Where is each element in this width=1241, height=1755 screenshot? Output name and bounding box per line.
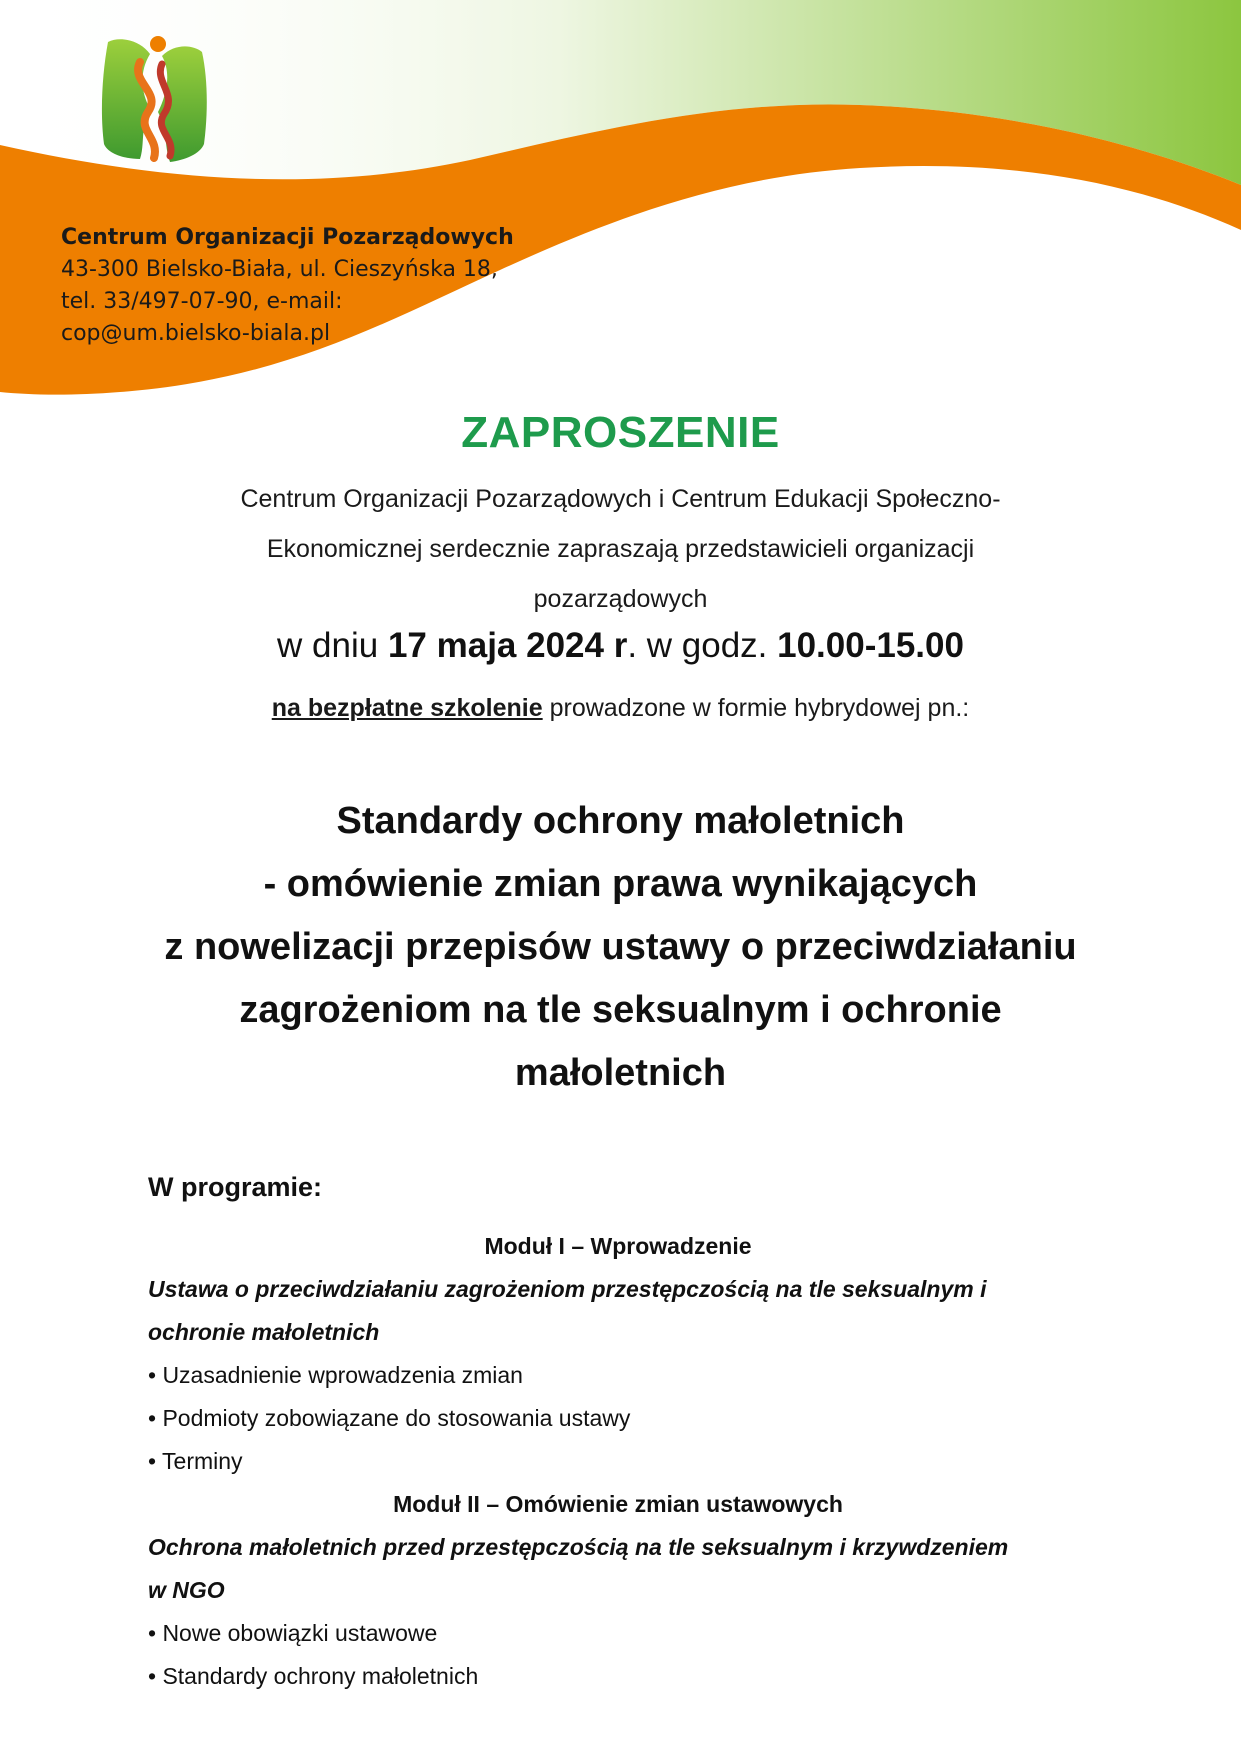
course-title-line: z nowelizacji przepisów ustawy o przeciwdziałaniu <box>164 926 1077 968</box>
program-heading: W programie: <box>148 1172 323 1202</box>
intro-line: Ekonomicznej serdecznie zapraszają przedstawicieli organizacji <box>266 535 975 563</box>
module-subtitle-line: Ochrona małoletnich przed przestępczością na tle seksualnym i krzywdzeniem <box>148 1534 1009 1560</box>
module-subtitle-line: ochronie małoletnich <box>148 1319 380 1345</box>
course-title <box>0 790 1241 1105</box>
course-title-line: zagrożeniom na tle seksualnym i ochronie <box>239 989 1002 1031</box>
date-prefix: w dniu <box>277 626 388 665</box>
event-date-line <box>0 626 1241 666</box>
event-hours: 10.00-15.00 <box>777 626 964 665</box>
program-section <box>148 1172 1088 1698</box>
program-bullet: • Uzasadnienie wprowadzenia zmian <box>148 1362 523 1388</box>
intro-line: Centrum Organizacji Pozarządowych i Centrum Edukacji Społeczno- <box>240 485 1001 513</box>
organization-name: Centrum Organizacji Pozarządowych <box>61 225 514 250</box>
program-bullet: • Podmioty zobowiązane do stosowania ustawy <box>148 1405 631 1431</box>
organization-email: cop@um.bielsko-biala.pl <box>61 321 331 346</box>
program-bullet: • Standardy ochrony małoletnich <box>148 1663 479 1689</box>
intro-line: pozarządowych <box>533 585 708 613</box>
course-title-line: - omówienie zmian prawa wynikających <box>263 863 978 905</box>
invitation-title: ZAPROSZENIE <box>461 408 780 457</box>
program-bullet: • Nowe obowiązki ustawowe <box>148 1620 438 1646</box>
module-title: Moduł I – Wprowadzenie <box>484 1233 752 1259</box>
course-title-line: Standardy ochrony małoletnich <box>336 800 905 842</box>
organization-contact-block <box>61 222 581 350</box>
event-date: 17 maja 2024 r <box>387 626 628 665</box>
module-subtitle-line: w NGO <box>148 1577 225 1603</box>
butterfly-logo-icon <box>100 34 210 166</box>
organization-address: 43-300 Bielsko-Biała, ul. Cieszyńska 18, <box>61 257 498 282</box>
course-title-line: małoletnich <box>514 1052 727 1094</box>
training-description <box>0 694 1241 723</box>
free-training-label: na bezpłatne szkolenie <box>271 694 543 722</box>
module-subtitle <box>148 1268 1088 1354</box>
program-bullet: • Terminy <box>148 1448 243 1474</box>
training-format: prowadzone w formie hybrydowej pn.: <box>542 694 970 722</box>
module-subtitle <box>148 1526 1088 1612</box>
organization-phone: tel. 33/497-07-90, e-mail: <box>61 289 343 314</box>
invitation-intro <box>0 474 1241 624</box>
module-subtitle-line: Ustawa o przeciwdziałaniu zagrożeniom przestępczością na tle seksualnym i <box>148 1276 987 1302</box>
module-title: Moduł II – Omówienie zmian ustawowych <box>393 1491 843 1517</box>
date-mid: . w godz. <box>627 626 778 665</box>
